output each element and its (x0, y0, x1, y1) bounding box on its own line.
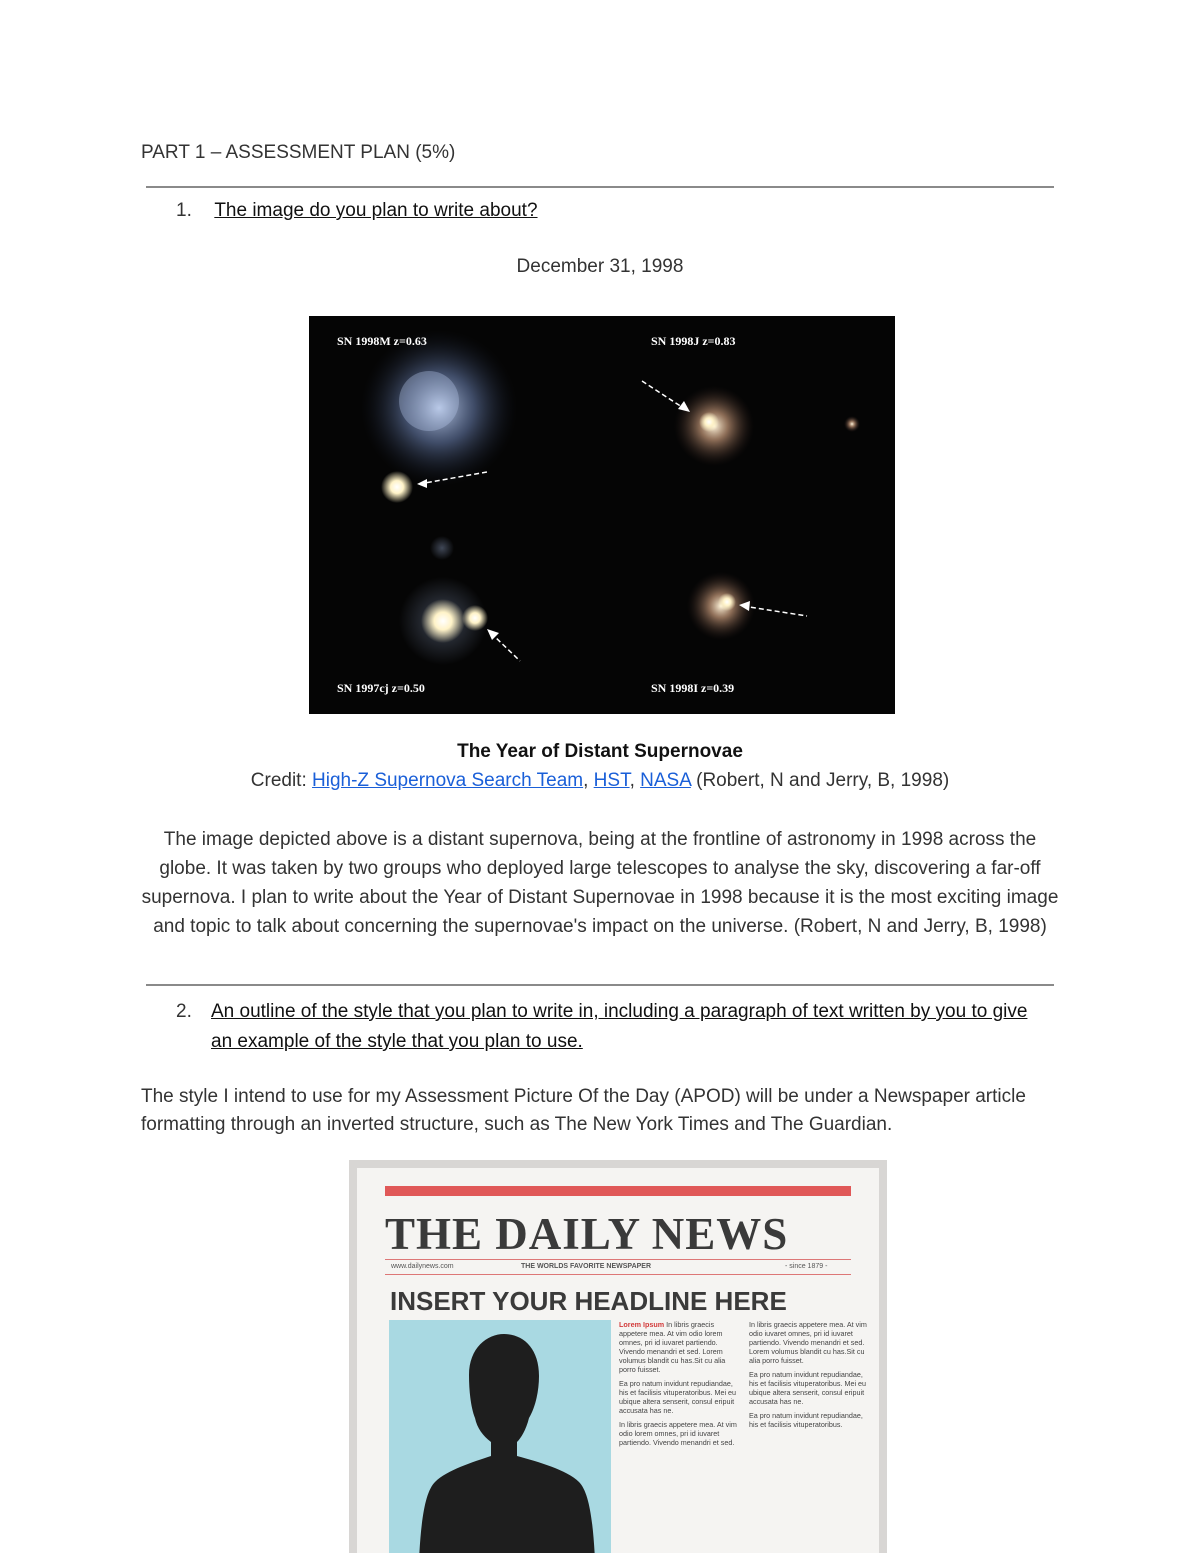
red-banner (385, 1186, 851, 1196)
divider (146, 186, 1054, 188)
question-text: An outline of the style that you plan to write in, including a paragraph of text written by you to give an example of the style that you plan to use. (211, 1001, 1028, 1052)
newspaper-masthead: THE DAILY NEWS (385, 1209, 789, 1259)
newspaper-website: www.dailynews.com (391, 1263, 454, 1270)
column-text: Ea pro natum invidunt repudiandae, his et facilisis vituperatoribus. (749, 1411, 863, 1429)
lorem-lead: Lorem Ipsum (619, 1320, 665, 1329)
image-title: The Year of Distant Supernovae (457, 741, 743, 762)
credit-link-hst[interactable]: HST (593, 770, 630, 791)
sn-label: SN 1998J z=0.83 (651, 334, 736, 348)
sn-label: SN 1998M z=0.63 (337, 334, 427, 348)
person-silhouette-image (389, 1320, 611, 1553)
silhouette-icon (389, 1320, 611, 1553)
image-date: December 31, 1998 (516, 256, 684, 277)
column-text: Ea pro natum invidunt repudiandae, his et facilisis vituperatoribus. Mei eu ubique altera senserit, consul eripuit accusata has ne. (749, 1370, 867, 1406)
image-credit (0, 770, 1200, 792)
question-text: The image do you plan to write about? (214, 200, 538, 221)
question-2 (176, 997, 1046, 1057)
newspaper-column (749, 1320, 867, 1434)
newspaper-tagline: THE WORLDS FAVORITE NEWSPAPER (521, 1263, 652, 1270)
divider (146, 984, 1054, 986)
image-description: The image depicted above is a distant supernova, being at the frontline of astronomy in 1998 across the globe. It was taken by two groups who deployed large telescopes to analyse the sky, discovering a far-off supernova. I plan to write about the Year of Distant Supernovae in 1998 because it is the most exciting image and topic to talk about concerning the supernovae's impact on the universe. (Robert, N and Jerry, B, 1998) (141, 829, 1059, 937)
supernova-image (309, 316, 895, 714)
newspaper-headline: INSERT YOUR HEADLINE HERE (390, 1286, 787, 1316)
question-number: 1. (176, 200, 192, 221)
question-1 (176, 200, 538, 222)
credit-link-nasa[interactable]: NASA (640, 770, 691, 791)
credit-separator: , (629, 770, 641, 791)
column-text: Ea pro natum invidunt repudiandae, his et facilisis vituperatoribus. Mei eu ubique altera senserit, consul eripuit accusata has ne. (619, 1379, 737, 1415)
masthead-strip (385, 1259, 851, 1275)
credit-citation: (Robert, N and Jerry, B, 1998) (690, 770, 950, 791)
part-title: PART 1 – ASSESSMENT PLAN (5%) (141, 142, 456, 163)
credit-prefix: Credit: (250, 770, 313, 791)
column-text: In libris graecis appetere mea. At vim odio lorem omnes, pri id iuvaret partiendo. Vivendo menandri et sed. (619, 1420, 737, 1447)
sn-label: SN 1997cj z=0.50 (337, 681, 425, 695)
supernova-photo (309, 316, 895, 714)
newspaper-column (619, 1320, 737, 1452)
sn-label: SN 1998I z=0.39 (651, 681, 735, 695)
newspaper-template-image (349, 1160, 887, 1553)
style-description: The style I intend to use for my Assessment Picture Of the Day (APOD) will be under a Newspaper article formatting through an inverted structure, such as The New York Times and The Guardian. (141, 1086, 1026, 1135)
question-number: 2. (176, 1001, 192, 1022)
credit-separator: , (583, 770, 594, 791)
credit-link-high-z[interactable]: High-Z Supernova Search Team (312, 770, 584, 791)
newspaper-since: - since 1879 - (785, 1263, 828, 1270)
column-text: In libris graecis appetere mea. At vim odio iuvaret omnes, pri id iuvaret partiendo. Vivendo menandri et sed. Lorem volumus blandit cu has.Sit cu alia porro fuisset. (749, 1320, 867, 1365)
column-text: In libris graecis appetere mea. At vim odio lorem omnes, pri id iuvaret partiendo. Vivendo menandri et sed. Lorem volumus blandit cu has.Sit cu alia porro fuisset. (619, 1320, 726, 1374)
